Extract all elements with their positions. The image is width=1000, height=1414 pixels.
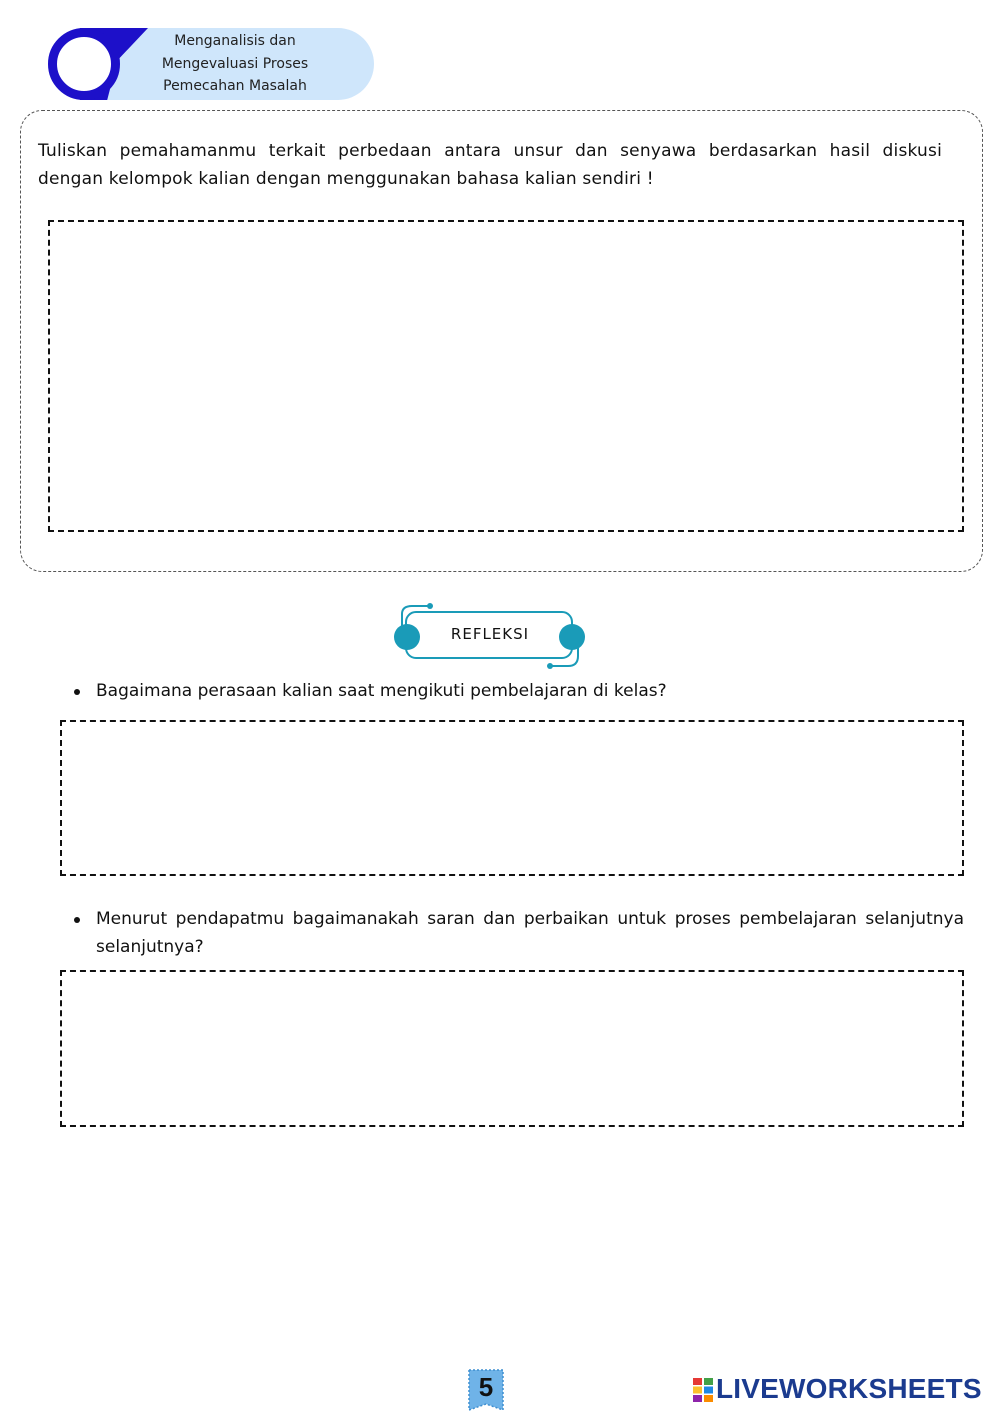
answer-box-main[interactable]: [48, 220, 964, 532]
reflection-question-1: Bagaimana perasaan kalian saat mengikuti pembelajaran di kelas?: [96, 681, 667, 701]
reflection-question-2: Menurut pendapatmu bagaimanakah saran dan perbaikan untuk proses pembelajaran selanjutnya selanjutnya?: [96, 909, 964, 957]
task-instruction: Tuliskan pemahamanmu terkait perbedaan antara unsur dan senyawa berdasarkan hasil diskusi dengan kelompok kalian dengan menggunakan bahasa kalian sendiri !: [38, 141, 942, 189]
answer-box-question-1[interactable]: [60, 720, 964, 876]
bullet-dot: [74, 689, 80, 695]
liveworksheets-logo-icon: [693, 1378, 713, 1402]
bullet-dot: [74, 917, 80, 923]
refleksi-label: REFLEKSI: [450, 625, 530, 643]
answer-box-question-2[interactable]: [60, 970, 964, 1127]
header-ring-icon: [48, 28, 120, 100]
page-number: 5: [478, 1372, 494, 1402]
brand-name: LIVEWORKSHEETS: [716, 1373, 982, 1404]
header-title: Menganalisis dan Mengevaluasi Proses Pemecahan Masalah: [161, 33, 309, 94]
